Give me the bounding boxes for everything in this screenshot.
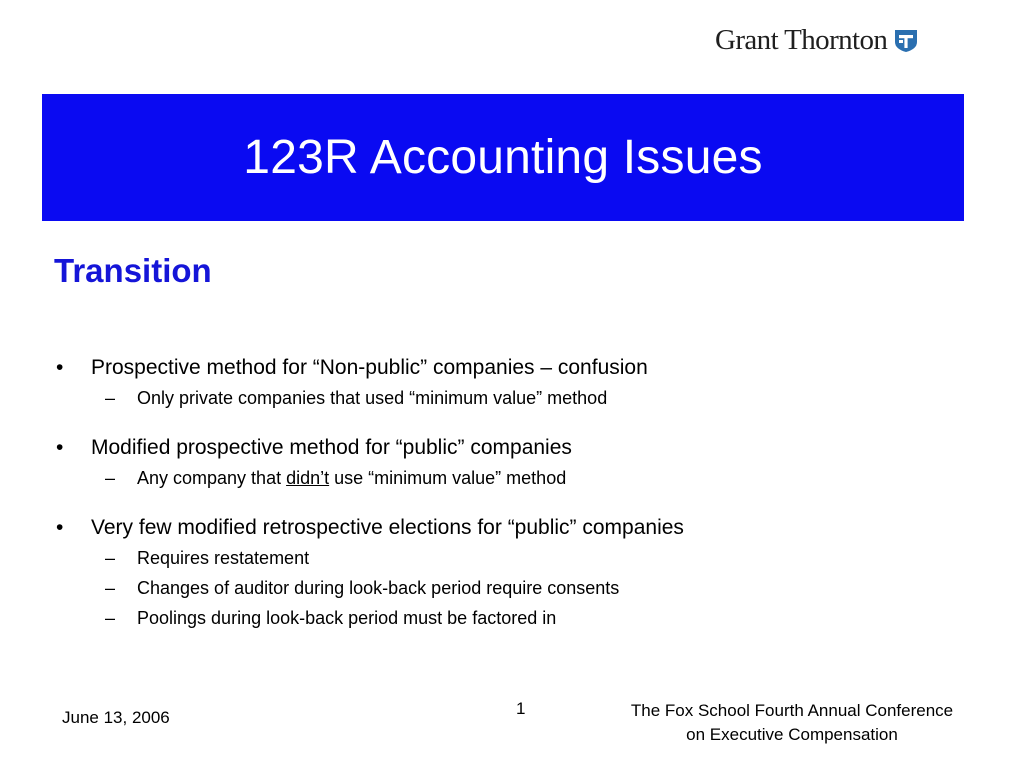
sub-list [105,463,956,493]
company-logo [715,22,919,58]
bullet-list [56,353,956,653]
sub-list [105,383,956,413]
bullet-mark: • [56,516,64,539]
underlined-emphasis: didn’t [286,468,330,488]
sub-text-post: use “minimum value” method [329,468,567,488]
dash-mark: – [105,578,116,598]
bullet-item [56,513,956,633]
dash-mark: – [105,548,116,568]
bullet-item [56,353,956,413]
bullet-mark: • [56,356,64,379]
page-number: 1 [516,699,526,718]
sub-item [105,573,956,603]
bullet-item [56,433,956,493]
sub-text: Only private companies that used “minimum value” method [137,388,608,408]
sub-list [105,543,956,633]
conference-line-2: on Executive Compensation [686,725,898,744]
logo-text: Grant Thornton [715,23,888,56]
sub-text: Changes of auditor during look-back period require consents [137,578,620,598]
dash-mark: – [105,468,116,488]
sub-item [105,603,956,633]
slide-title: 123R Accounting Issues [243,131,763,184]
grant-thornton-mark-icon [893,27,919,53]
conference-name [596,699,988,747]
sub-item [105,543,956,573]
bullet-text: Prospective method for “Non-public” companies – confusion [91,356,648,379]
sub-text-pre: Any company that [137,468,287,488]
dash-mark: – [105,388,116,408]
sub-text: Poolings during look-back period must be factored in [137,608,557,628]
sub-item [105,463,956,493]
dash-mark: – [105,608,116,628]
title-bar [42,94,964,221]
conference-line-1: The Fox School Fourth Annual Conference [630,701,954,720]
sub-text: Requires restatement [137,548,310,568]
sub-item [105,383,956,413]
sub-text [137,463,566,493]
footer-date: June 13, 2006 [62,708,170,727]
section-heading: Transition [54,252,212,289]
bullet-mark: • [56,436,64,459]
bullet-text: Very few modified retrospective elections for “public” companies [91,516,684,539]
bullet-text: Modified prospective method for “public” companies [91,436,572,459]
